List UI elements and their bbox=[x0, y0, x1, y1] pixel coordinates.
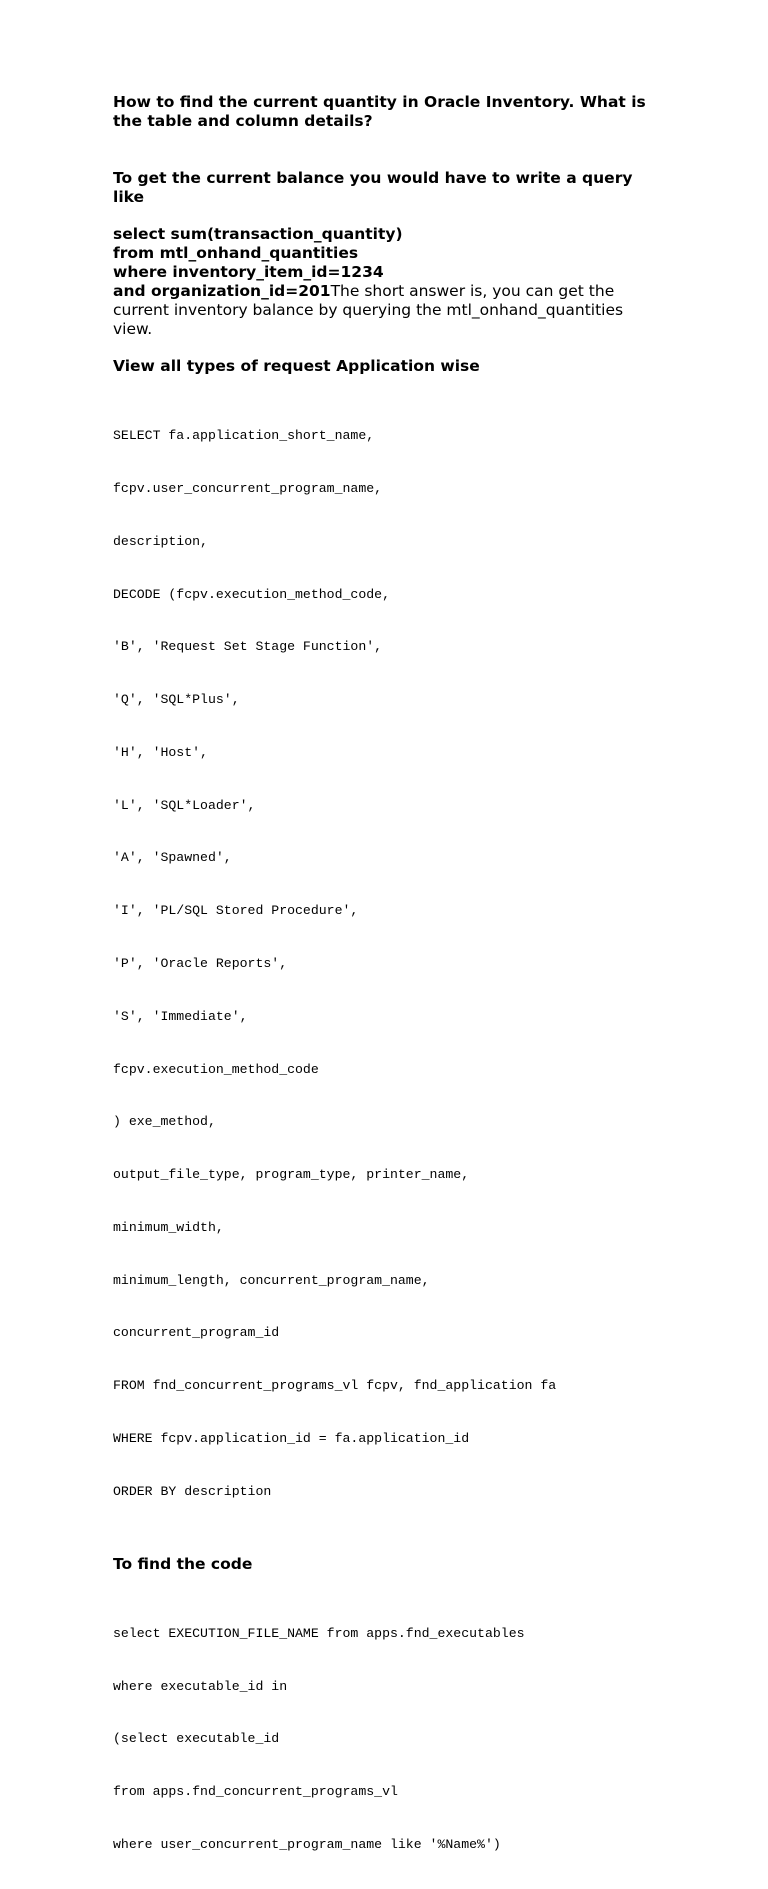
code-line: 'P', 'Oracle Reports', bbox=[113, 956, 288, 971]
code-line: WHERE fcpv.application_id = fa.application_id bbox=[113, 1431, 470, 1447]
code-line: minimum_length, concurrent_program_name, bbox=[113, 1272, 430, 1288]
document-page bbox=[113, 93, 653, 1889]
code-line: fcpv.execution_method_code bbox=[113, 1061, 319, 1077]
short-answer-text: The short answer is, you can get the bbox=[330, 282, 615, 300]
code-line: select EXECUTION_FILE_NAME from apps.fnd_executables bbox=[113, 1625, 525, 1641]
code-line: where executable_id in bbox=[113, 1678, 288, 1694]
find-code-code-block bbox=[113, 1590, 653, 1889]
question-line: the table and column details? bbox=[113, 112, 373, 130]
code-line: FROM fnd_concurrent_programs_vl fcpv, fnd_application fa bbox=[113, 1378, 557, 1394]
code-line: ) exe_method, bbox=[113, 1114, 216, 1130]
query-line: from mtl_onhand_quantities bbox=[113, 244, 359, 262]
code-line: ORDER BY description bbox=[113, 1483, 272, 1499]
question-line: How to find the current quantity in Oracle Inventory. What is bbox=[113, 93, 646, 111]
inventory-query bbox=[113, 225, 653, 339]
query-line: where inventory_item_id=1234 bbox=[113, 263, 384, 281]
code-line: from apps.fnd_concurrent_programs_vl bbox=[113, 1784, 398, 1800]
section-heading-find-code: To find the code bbox=[113, 1554, 253, 1573]
code-line: SELECT fa.application_short_name, bbox=[113, 428, 375, 444]
intro-heading: To get the current balance you would have to write a query like bbox=[113, 169, 633, 206]
code-line: 'I', 'PL/SQL Stored Procedure', bbox=[113, 903, 359, 919]
code-line: (select executable_id bbox=[113, 1731, 280, 1747]
code-line: DECODE (fcpv.execution_method_code, bbox=[113, 586, 390, 602]
code-line: 'S', 'Immediate', bbox=[113, 1008, 248, 1024]
short-answer-text: view. bbox=[113, 320, 153, 338]
code-line: concurrent_program_id bbox=[113, 1325, 280, 1341]
code-line: 'A', 'Spawned', bbox=[113, 850, 232, 866]
query-line-last: and organization_id=201 bbox=[113, 282, 331, 300]
code-line: 'H', 'Host', bbox=[113, 744, 208, 760]
code-line: output_file_type, program_type, printer_name, bbox=[113, 1167, 470, 1183]
code-line: where user_concurrent_program_name like '%Name%') bbox=[113, 1836, 501, 1852]
request-types-code-block bbox=[113, 392, 653, 1536]
section-heading-request-types: View all types of request Application wise bbox=[113, 357, 480, 375]
short-answer-text: current inventory balance by querying the mtl_onhand_quantities bbox=[113, 301, 624, 319]
code-line: 'B', 'Request Set Stage Function', bbox=[113, 639, 383, 655]
query-line: select sum(transaction_quantity) bbox=[113, 225, 403, 243]
code-line: 'L', 'SQL*Loader', bbox=[113, 797, 256, 813]
code-line: description, bbox=[113, 533, 208, 549]
code-line: fcpv.user_concurrent_program_name, bbox=[113, 480, 383, 496]
code-line: minimum_width, bbox=[113, 1219, 224, 1235]
code-line: 'Q', 'SQL*Plus', bbox=[113, 692, 240, 708]
question-heading bbox=[113, 93, 653, 131]
